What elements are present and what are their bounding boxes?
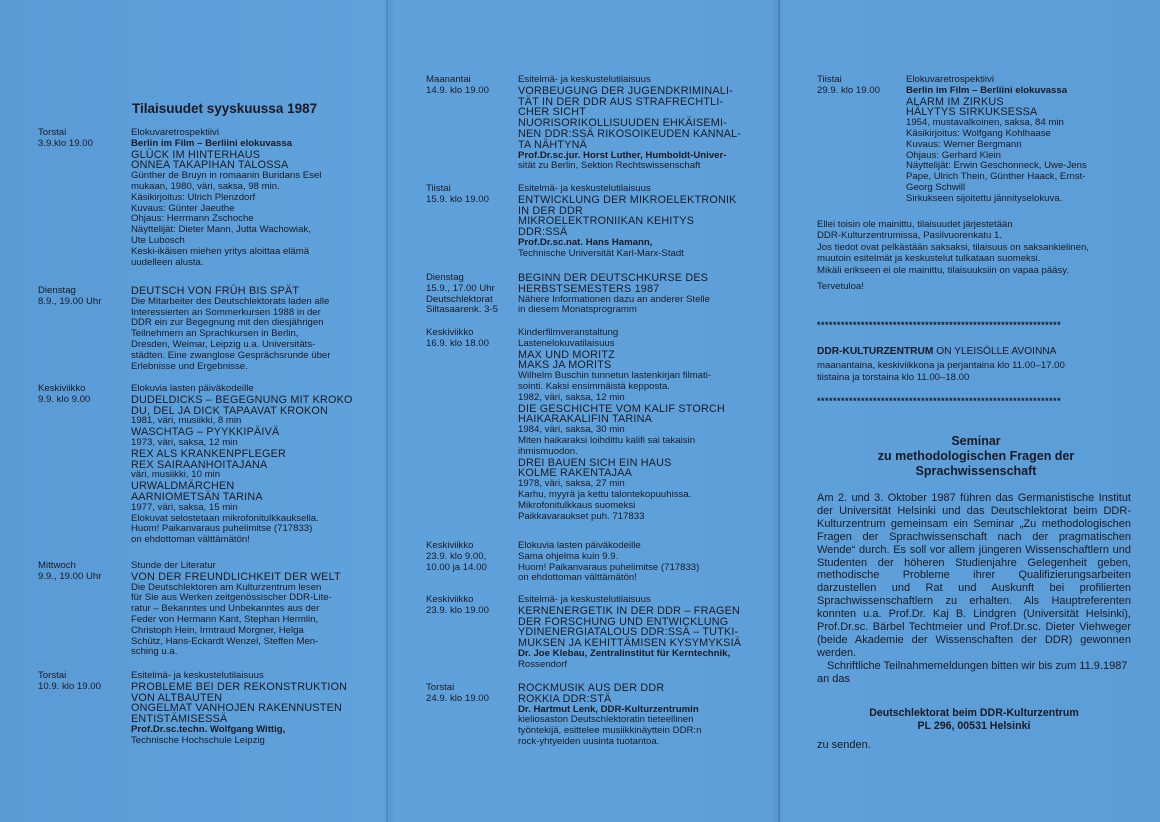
note-line: Jos tiedot ovat pelkästään saksaksi, tilaisuus on saksankielinen,: [817, 241, 1089, 253]
event-text-line: ratur – Bekanntes und Unbekanntes aus der: [131, 603, 320, 615]
star-divider: *************************************************************: [817, 396, 1062, 406]
event-text-line: Technische Hochschule Leipzig: [131, 734, 265, 746]
event-speaker-line: Dr. Hartmut Lenk, DDR-Kulturzentrumin: [518, 703, 699, 715]
event-text-line: 1977, väri, saksa, 15 min: [131, 501, 238, 513]
event-title-line: TÄT IN DER DDR AUS STRAFRECHTLI-: [518, 95, 724, 108]
seminar-paragraph: Schriftliche Teilnahmemeldungen bitten wir bis zum 11.9.1987 an das: [817, 659, 1128, 685]
event-date: Tiistai 29.9. klo 19.00: [817, 74, 880, 96]
event-entry: [426, 541, 699, 584]
event-text-line: städten. Eine zwanglose Gesprächsrunde über: [131, 349, 331, 361]
event-title-line: URWALDMÄRCHEN: [131, 480, 235, 493]
event-text-line: Rossendorf: [518, 658, 568, 670]
event-title-line: VON ALTBAUTEN: [131, 691, 223, 704]
event-text-line: mukaan, 1980, väri, saksa, 98 min.: [131, 180, 280, 192]
seminar-title-line: Seminar: [951, 434, 1001, 448]
general-notes: [817, 219, 1137, 292]
note-line: muutoin esitelmät ja keskustelut tulkataan suomeksi.: [817, 253, 1041, 265]
event-entry: [38, 384, 353, 546]
event-text-line: Ohjaus: Gerhard Klein: [906, 149, 1001, 161]
event-title-line: PROBLEME BEI DER REKONSTRUKTION: [131, 680, 348, 693]
event-body: [518, 273, 710, 316]
event-text-line: Teilnehmern an Sprachkursen in Berlin,: [131, 328, 299, 340]
event-title-line: ALARM IM ZIRKUS: [906, 95, 1004, 108]
event-text-line: Stunde der Literatur: [131, 560, 216, 571]
event-text-line: Käsikirjoitus: Wolfgang Kohlhaase: [906, 127, 1051, 139]
event-entry: [426, 75, 741, 172]
event-date: Dienstag 15.9., 17.00 Uhr Deutschlektorat Siltasaarenk. 3-5: [426, 272, 498, 316]
event-title-line: REX SAIRAANHOITAJANA: [131, 458, 268, 471]
event-title-line: HERBSTSEMESTERS 1987: [518, 282, 660, 295]
event-title-line: ROCKMUSIK AUS DER DDR: [518, 682, 665, 694]
event-text-line: DDR ein zur Begegnung mit den diesjährigen: [131, 317, 324, 329]
event-text-line: Technische Universität Karl-Marx-Stadt: [518, 247, 684, 259]
event-title-line: CHER SICHT: [518, 106, 586, 119]
event-date: Torstai 3.9.klo 19.00: [38, 127, 93, 149]
fold-line-right: [778, 0, 780, 822]
welcome-text: Tervetuloa!: [817, 281, 864, 293]
event-entry: [426, 184, 737, 260]
open-rest: ON YLEISÖLLE AVOINNA: [936, 346, 1057, 357]
event-text-line: Schütz, Hans-Eckardt Wenzel, Steffen Men-: [131, 635, 319, 647]
event-title-line: IN DER DDR: [518, 204, 583, 217]
event-date: Keskiviikko 9.9. klo 9.00: [38, 383, 91, 405]
event-text-line: Esitelmä- ja keskustelutilaisuus: [518, 594, 651, 605]
event-text-line: Kinderfilmveranstaltung: [518, 327, 619, 338]
event-date: Keskiviikko 23.9. klo 9.00, 10.00 ja 14.00: [426, 540, 487, 573]
event-title-line: VON DER FREUNDLICHKEIT DER WELT: [131, 570, 341, 583]
star-divider: *************************************************************: [817, 320, 1062, 330]
fold-line-left: [386, 0, 388, 822]
event-text-line: Georg Schwill: [906, 181, 966, 193]
event-title-line: YDINENERGIATALOUS DDR:SSÄ – TUTKI-: [518, 626, 739, 639]
event-text-line: Elokuvia lasten päiväkodeille: [131, 383, 254, 394]
event-title-line: HAIKARAKALIFIN TARINA: [518, 413, 652, 426]
event-date: Maanantai 14.9. klo 19.00: [426, 74, 489, 96]
event-text-line: ihmismuodon.: [518, 445, 578, 457]
event-text-line: Karhu, myyrä ja kettu talontekopuuhissa.: [518, 488, 692, 500]
event-text-line: uudelleen alusta.: [131, 256, 204, 268]
event-entry: [817, 75, 1087, 205]
event-title-line: ROKKIA DDR:STÄ: [518, 692, 612, 705]
event-entry: [426, 273, 710, 316]
event-date: Torstai 10.9. klo 19.00: [38, 670, 101, 692]
seminar-title-line: zu methodologischen Fragen der: [877, 449, 1075, 463]
event-date: Dienstag 8.9., 19.00 Uhr: [38, 285, 102, 307]
event-text-line: Paikkavaraukset puh. 717833: [518, 510, 645, 522]
event-text-line: sität zu Berlin, Sektion Rechtswissenschaft: [518, 160, 701, 172]
event-text-line: Sama ohjelma kuin 9.9.: [518, 550, 619, 562]
event-text-line: 1984, väri, saksa, 30 min: [518, 424, 625, 436]
event-title-line: KERNENERGETIK IN DER DDR – FRAGEN: [518, 604, 740, 617]
event-text-line: Kuvaus: Günter Jaeuthe: [131, 202, 235, 214]
seminar-title-line: Sprachwissenschaft: [915, 464, 1037, 478]
event-text-line: Käsikirjoitus: Ulrich Plenzdorf: [131, 191, 256, 203]
event-entry: [426, 683, 701, 748]
event-text-line: Interessierten an Sommerkursen 1988 in der: [131, 306, 321, 318]
postal-address: [817, 707, 1131, 733]
event-title-line: MAKS JA MORITS: [518, 359, 612, 372]
event-text-line: Die Mitarbeiter des Deutschlektorats laden alle: [131, 295, 330, 307]
event-body: [518, 328, 725, 522]
event-text-line: Huom! Paikanvaraus puhelimitse (717833): [518, 561, 700, 573]
event-body: [131, 561, 341, 658]
seminar-paragraph: Am 2. und 3. Oktober 1987 führen das Germanistische Institut der Universität Helsinki und das Deutschlektorat beim DDR-Kulturzentrum gemeinsam ein Seminar „Zu methodologischen Fragen der Sprachwissenschaft nach der pragmatischen Wende“ durch. Es soll vor allem jüngeren Wissenschaftlern und Studenten der höheren Studienjahre Gelegenheit geben, methodische Probleme ihrer Qualifizierungsarbeiten darzustellen und Rat und Auskunft bei profilierten Sprachwissenschaftlern zu erhalten. Als Hauptreferenten konnten u.a. Prof.Dr. Kaj B. Lindgren (Universität Helsinki), Prof.Dr.sc. Bärbel Techtmeier und Prof.Dr.sc. Dieter Viehweger (beide Akademie der Wissenschaften der DDR) gewonnen werden.: [817, 492, 1131, 659]
event-text-line: Elokuvia lasten päiväkodeille: [518, 540, 641, 551]
event-speaker-line: Berlin im Film – Berliini elokuvassa: [131, 137, 293, 149]
event-body: [131, 128, 321, 268]
event-text-line: Günther de Bruyn in romaanin Buridans Esel: [131, 170, 322, 182]
event-title-line: VORBEUGUNG DER JUGENDKRIMINALI-: [518, 84, 733, 97]
note-line: DDR-Kulturzentrumissa, Pasilvuorenkatu 1.: [817, 230, 1003, 242]
event-text-line: Sirkukseen sijoitettu jännityselokuva.: [906, 192, 1063, 204]
hours-line: tiistaina ja torstaina klo 11.00–18.00: [817, 371, 970, 383]
event-text-line: Esitelmä- ja keskustelutilaisuus: [518, 183, 651, 194]
event-body: [518, 541, 699, 584]
event-text-line: työntekijä, esittelee musiikkinäyttein DDR:n: [518, 725, 702, 737]
seminar-body: [817, 492, 1131, 686]
event-title-line: DIE GESCHICHTE VOM KALIF STORCH: [518, 402, 725, 415]
event-text-line: Nähere Informationen dazu an anderer Stelle: [518, 293, 710, 305]
event-entry: [38, 286, 330, 372]
event-text-line: Wilhelm Buschin tunnetun lastenkirjan filmati-: [518, 370, 712, 382]
event-title-line: DU, DEL JA DICK TAPAAVAT KROKON: [131, 404, 328, 417]
event-text-line: 1981, väri, musiikki, 8 min: [131, 415, 242, 427]
event-text-line: Miten haikaraksi loihdittu kalifi sai takaisin: [518, 434, 696, 446]
event-text-line: rock-yhtyeiden uusinta tuotantoa.: [518, 735, 660, 747]
event-date: Keskiviikko 16.9. klo 18.00: [426, 327, 489, 349]
event-text-line: 1982, väri, saksa, 12 min: [518, 391, 625, 403]
event-speaker-line: Prof.Dr.sc.techn. Wolfgang Wittig,: [131, 723, 286, 735]
event-text-line: Mikrofonitulkkaus suomeksi: [518, 499, 636, 511]
event-speaker-line: Dr. Joe Klebau, Zentralinstitut für Kerntechnik,: [518, 647, 731, 659]
event-title-line: DER FORSCHUNG UND ENTWICKLUNG: [518, 615, 729, 628]
event-entry: [38, 128, 321, 268]
event-title-line: WASCHTAG – PYYKKIPÄIVÄ: [131, 426, 280, 439]
event-title-line: ENTWICKLUNG DER MIKROELEKTRONIK: [518, 193, 737, 206]
address-line: Deutschlektorat beim DDR-Kulturzentrum: [869, 707, 1079, 719]
event-title-line: NEN DDR:SSÄ RIKOSOIKEUDEN KANNAL-: [518, 127, 742, 140]
event-body: [518, 75, 741, 172]
event-text-line: on ehdottoman välttämätön!: [518, 572, 637, 584]
event-text-line: Esitelmä- ja keskustelutilaisuus: [518, 74, 651, 85]
event-text-line: sointi. Kaksi ensimmäistä kepposta.: [518, 380, 670, 392]
event-text-line: 1954, mustavalkoinen, saksa, 84 min: [906, 117, 1064, 129]
event-body: [518, 595, 741, 671]
event-body: [906, 75, 1087, 205]
event-text-line: Esitelmä- ja keskustelutilaisuus: [131, 670, 264, 681]
event-title-line: TA NÄHTYNÄ: [518, 138, 587, 151]
month-heading: Tilaisuudet syyskuussa 1987: [132, 101, 318, 116]
event-speaker-line: Berlin im Film – Berliini elokuvassa: [906, 84, 1068, 96]
event-text-line: Dresden, Weimar, Leipzig u.a. Universitäts-: [131, 338, 316, 350]
event-text-line: Kuvaus: Werner Bergmann: [906, 138, 1022, 150]
closing-text: zu senden.: [817, 739, 871, 751]
event-text-line: für Sie aus Werken zeitgenössischer DDR-Lite-: [131, 592, 332, 604]
event-text-line: Elokuvaretrospektiivi: [131, 127, 219, 138]
event-text-line: Näyttelijät: Dieter Mann, Jutta Wachowiak,: [131, 224, 311, 236]
event-text-line: Erlebnisse und Ergebnisse.: [131, 360, 248, 372]
event-text-line: 1973, väri, saksa, 12 min: [131, 436, 238, 448]
event-text-line: Ute Lubosch: [131, 234, 185, 246]
event-body: [131, 671, 347, 747]
seminar-title: [840, 434, 1112, 479]
event-body: [518, 683, 701, 748]
event-title-line: DEUTSCH VON FRÜH BIS SPÄT: [131, 285, 300, 297]
event-body: [131, 286, 330, 372]
event-title-line: NUORISORIKOLLISUUDEN EHKÄISEMI-: [518, 117, 727, 130]
opening-hours: [817, 346, 1137, 383]
event-entry: [426, 595, 741, 671]
event-date: Tiistai 15.9. klo 19.00: [426, 183, 489, 205]
event-text-line: on ehdottoman välttämätön!: [131, 534, 250, 546]
event-date: Keskiviikko 23.9. klo 19.00: [426, 594, 489, 616]
hours-line: maanantaina, keskiviikkona ja perjantaina klo 11.00–17.00: [817, 360, 1065, 372]
event-title-line: GLÜCK IM HINTERHAUS: [131, 148, 261, 161]
event-text-line: in diesem Monatsprogramm: [518, 304, 637, 316]
event-text-line: Pape, Ulrich Thein, Günther Haack, Ernst-: [906, 171, 1086, 183]
event-title-line: KOLME RAKENTAJAA: [518, 467, 632, 480]
event-text-line: Elokuvat selostetaan mikrofonitulkkauksella.: [131, 512, 319, 524]
event-title-line: MIKROELEKTRONIIKAN KEHITYS: [518, 215, 695, 228]
event-text-line: Elokuvaretrospektiivi: [906, 74, 994, 85]
event-date: Mittwoch 9.9., 19.00 Uhr: [38, 560, 102, 582]
event-text-line: kieliosaston Deutschlektoratin tieteellinen: [518, 714, 694, 726]
event-entry: [426, 328, 725, 522]
event-title-line: AARNIOMETSÄN TARINA: [131, 490, 263, 503]
event-text-line: Christoph Hein, Irmtraud Morgner, Helga: [131, 624, 304, 636]
event-title-line: DREI BAUEN SICH EIN HAUS: [518, 456, 672, 469]
event-text-line: sching u.a.: [131, 646, 178, 658]
event-title-line: ENTISTÄMISESSÄ: [131, 713, 228, 726]
event-speaker-line: Prof.Dr.sc.jur. Horst Luther, Humboldt-Univer-: [518, 149, 727, 161]
event-text-line: Feder von Hermann Kant, Stephan Hermlin,: [131, 613, 319, 625]
open-name: DDR-KULTURZENTRUM: [817, 346, 934, 357]
event-entry: [38, 671, 347, 747]
event-title-line: BEGINN DER DEUTSCHKURSE DES: [518, 272, 709, 284]
event-text-line: väri, musiikki, 10 min: [131, 469, 221, 481]
event-title-line: ONNEA TAKAPIHAN TALOSSA: [131, 159, 289, 172]
event-title-line: REX ALS KRANKENPFLEGER: [131, 447, 287, 460]
event-text-line: Ohjaus: Herrmann Zschoche: [131, 213, 254, 225]
note-line: Mikäli erikseen ei ole mainittu, tilaisuuksiin on vapaa pääsy.: [817, 264, 1070, 276]
event-title-line: HÄLYTYS SIRKUKSESSA: [906, 106, 1038, 119]
event-text-line: Huom! Paikanvaraus puhelimitse (717833): [131, 523, 313, 535]
address-line: PL 296, 00531 Helsinki: [917, 720, 1031, 732]
event-date: Torstai 24.9. klo 19.00: [426, 682, 489, 704]
event-title-line: MAX UND MORITZ: [518, 348, 615, 361]
event-text-line: Lastenelokuvatilaisuus: [518, 337, 615, 349]
note-line: Ellei toisin ole mainittu, tilaisuudet järjestetään: [817, 219, 1013, 230]
event-text-line: 1978, väri, saksa, 27 min: [518, 478, 625, 490]
event-title-line: ONGELMAT VANHOJEN RAKENNUSTEN: [131, 702, 342, 715]
event-text-line: Keski-ikäisen miehen yritys aloittaa elämä: [131, 245, 310, 257]
event-text-line: Näyttelijät: Erwin Geschonneck, Uwe-Jens: [906, 160, 1087, 172]
event-title-line: DUDELDICKS – BEGEGNUNG MIT KROKO: [131, 393, 353, 406]
event-body: [518, 184, 737, 260]
event-speaker-line: Prof.Dr.sc.nat. Hans Hamann,: [518, 236, 653, 248]
event-body: [131, 384, 353, 546]
event-text-line: Die Deutschlektoren am Kulturzentrum lesen: [131, 581, 322, 593]
event-title-line: MUKSEN JA KEHITTÄMISEN KYSYMYKSIÄ: [518, 637, 742, 650]
event-entry: [38, 561, 341, 658]
event-title-line: DDR:SSÄ: [518, 226, 568, 239]
